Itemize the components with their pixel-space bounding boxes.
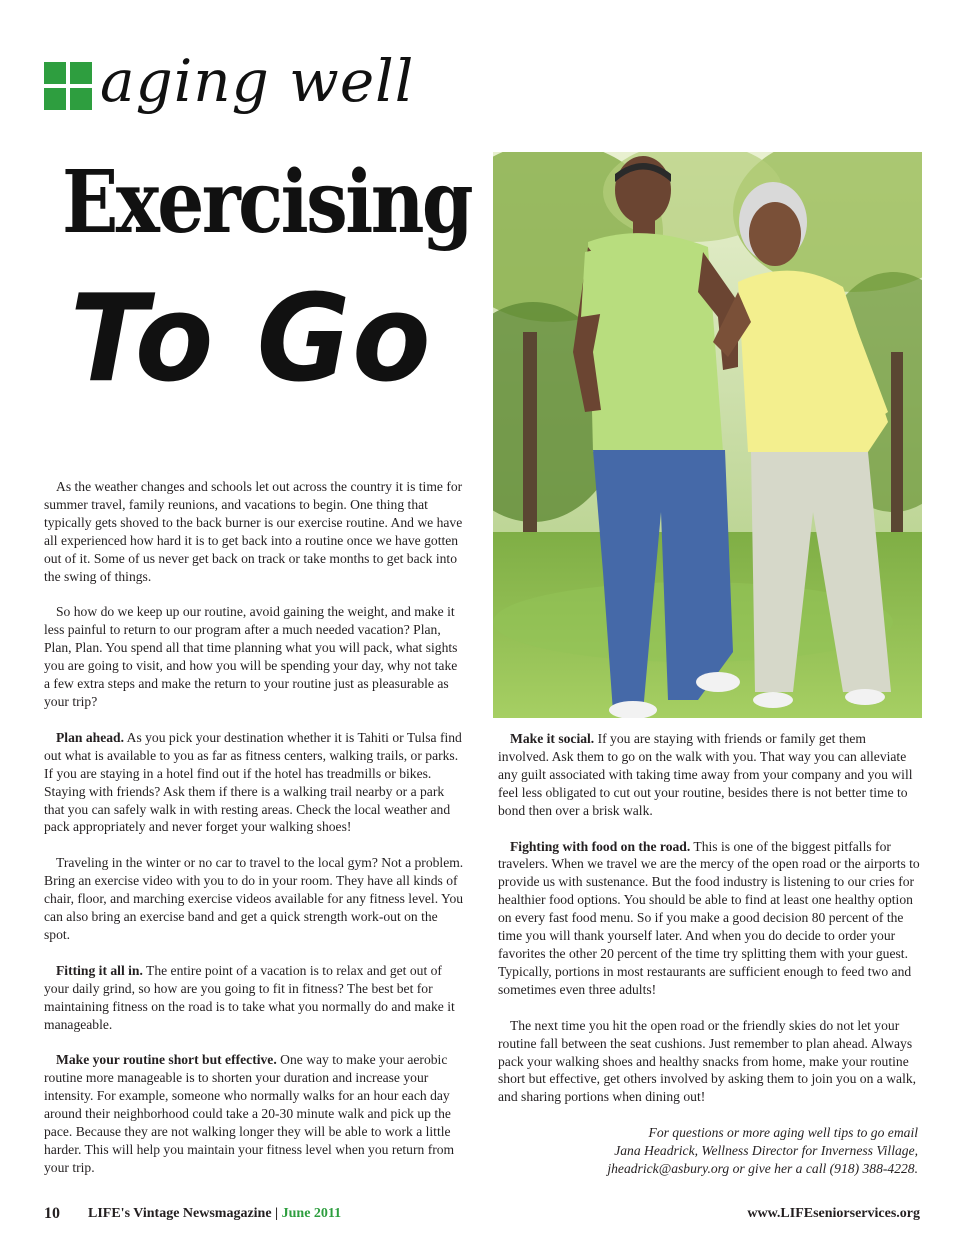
- article-right-column: [498, 730, 920, 1124]
- website-link[interactable]: www.LIFEseniorservices.org: [747, 1206, 920, 1221]
- paragraph-intro: As the weather changes and schools let out across the country it is time for summer travel, family reunions, and vacations to begin. One thing that typically gets shoved to the back burner is our exercise routine. And we have all experienced how hard it is to get back into a routine once we have gotten out of it. Some of us never get back on track or take months to get back into the swing of things.: [44, 479, 463, 584]
- magazine-name: LIFE's Vintage Newsmagazine | June 2011: [88, 1206, 342, 1221]
- section-logo: [44, 47, 415, 115]
- paragraph-traveling: Traveling in the winter or no car to travel to the local gym? Not a problem. Bring an exercise video with you to do in your room. They have all kinds of chair, floor, and marching exercise videos available for any fitness level. You can also bring an exercise band and get a quick strength work-out on the spot.: [44, 855, 464, 942]
- couple-walking-photo: [493, 152, 922, 718]
- article-title-line2: To Go: [70, 270, 433, 409]
- subhead-fitting: Fitting it all in.: [56, 962, 143, 978]
- article-left-column: [44, 478, 464, 1195]
- paragraph-closing: The next time you hit the open road or the friendly skies do not let your routine fall between the seat cushions. Just remember to plan ahead. Always pack your walking shoes and healthy snacks from home, make your routine short but effective, get others involved by asking them to join you on a walk, and sharing portions when dining out!: [498, 1017, 917, 1105]
- paragraph-plan-ahead: Plan ahead. As you pick your destination whether it is Tahiti or Tulsa find out what is available to you as far as fitness centers, walking trails, or parks. If you are staying in a hotel find out if the hotel has treadmills or bikes. Staying with friends? Ask them if there is a walking trail nearby or a park that you can safely walk in with resting areas. Check the local weather and pack appropriately and never forget your walking shoes!: [44, 729, 462, 835]
- article-title-line1: Exercising: [62, 152, 472, 253]
- section-title: aging well: [100, 47, 415, 115]
- green-cross-icon: [44, 62, 92, 110]
- subhead-plan-ahead: Plan ahead.: [56, 729, 124, 745]
- paragraph-routine: Make your routine short but effective. One way to make your aerobic routine more manageable is to shorten your duration and increase your intensity. For example, someone who normally walks for an hour each day around their neighborhood could take a 20-30 minute walk and pick up the pace. Because they are not walking longer they will be able to work a little harder. This will help you maintain your fitness level when you return from your trip.: [44, 1052, 455, 1175]
- page-footer: [44, 1205, 920, 1225]
- paragraph-plan: So how do we keep up our routine, avoid gaining the weight, and make it less painful to return to our program after a much needed vacation? Plan, Plan, Plan. You spend all that time planning what you will pack, what sights you are going to visit, and how you will be spending your day, why not take a few extra steps and make the return to your routine just as pleasurable as your trip?: [44, 604, 458, 709]
- paragraph-fitting: Fitting it all in. The entire point of a vacation is to relax and get out of your daily grind, so how are you going to fit in fitness? The best bet for maintaining fitness on the road is to take what you normally do and make it manageable.: [44, 962, 455, 1032]
- subhead-food: Fighting with food on the road.: [510, 838, 691, 854]
- paragraph-food: Fighting with food on the road. This is one of the biggest pitfalls for travelers. When we travel we are the mercy of the open road or the airports to provide us with sustenance. But the food industry is listening to our cries for healthier food options. You should be able to find at least one healthy option on every fast food menu. So if you make a good decision 80 percent of the time you will thank yourself later. And when you do decide to order your favorites the other 20 percent of the time try splitting them with your guest. Typically, portions in most restaurants are sufficient enough to feed two and sometimes even three adults!: [498, 838, 920, 997]
- contact-email-phone: jheadrick@asbury.org or give her a call (918) 388-4228.: [607, 1161, 918, 1176]
- author-credit: For questions or more aging well tips to go email Jana Headrick, Wellness Director for Inverness Village, jheadrick@asbury.org or give her a call (918) 388-4228.: [560, 1124, 918, 1178]
- subhead-routine: Make your routine short but effective.: [56, 1052, 277, 1068]
- paragraph-social: Make it social. If you are staying with friends or family get them involved. Ask them to go on the walk with you. That way you can alleviate any guilt associated with taking time away from your company and you will feel less obligated to cut out your routine, besides there is not better time to bond then over a brisk walk.: [498, 731, 913, 818]
- issue-date: June 2011: [281, 1206, 342, 1221]
- subhead-social: Make it social.: [510, 731, 595, 746]
- page-number: 10: [44, 1205, 60, 1222]
